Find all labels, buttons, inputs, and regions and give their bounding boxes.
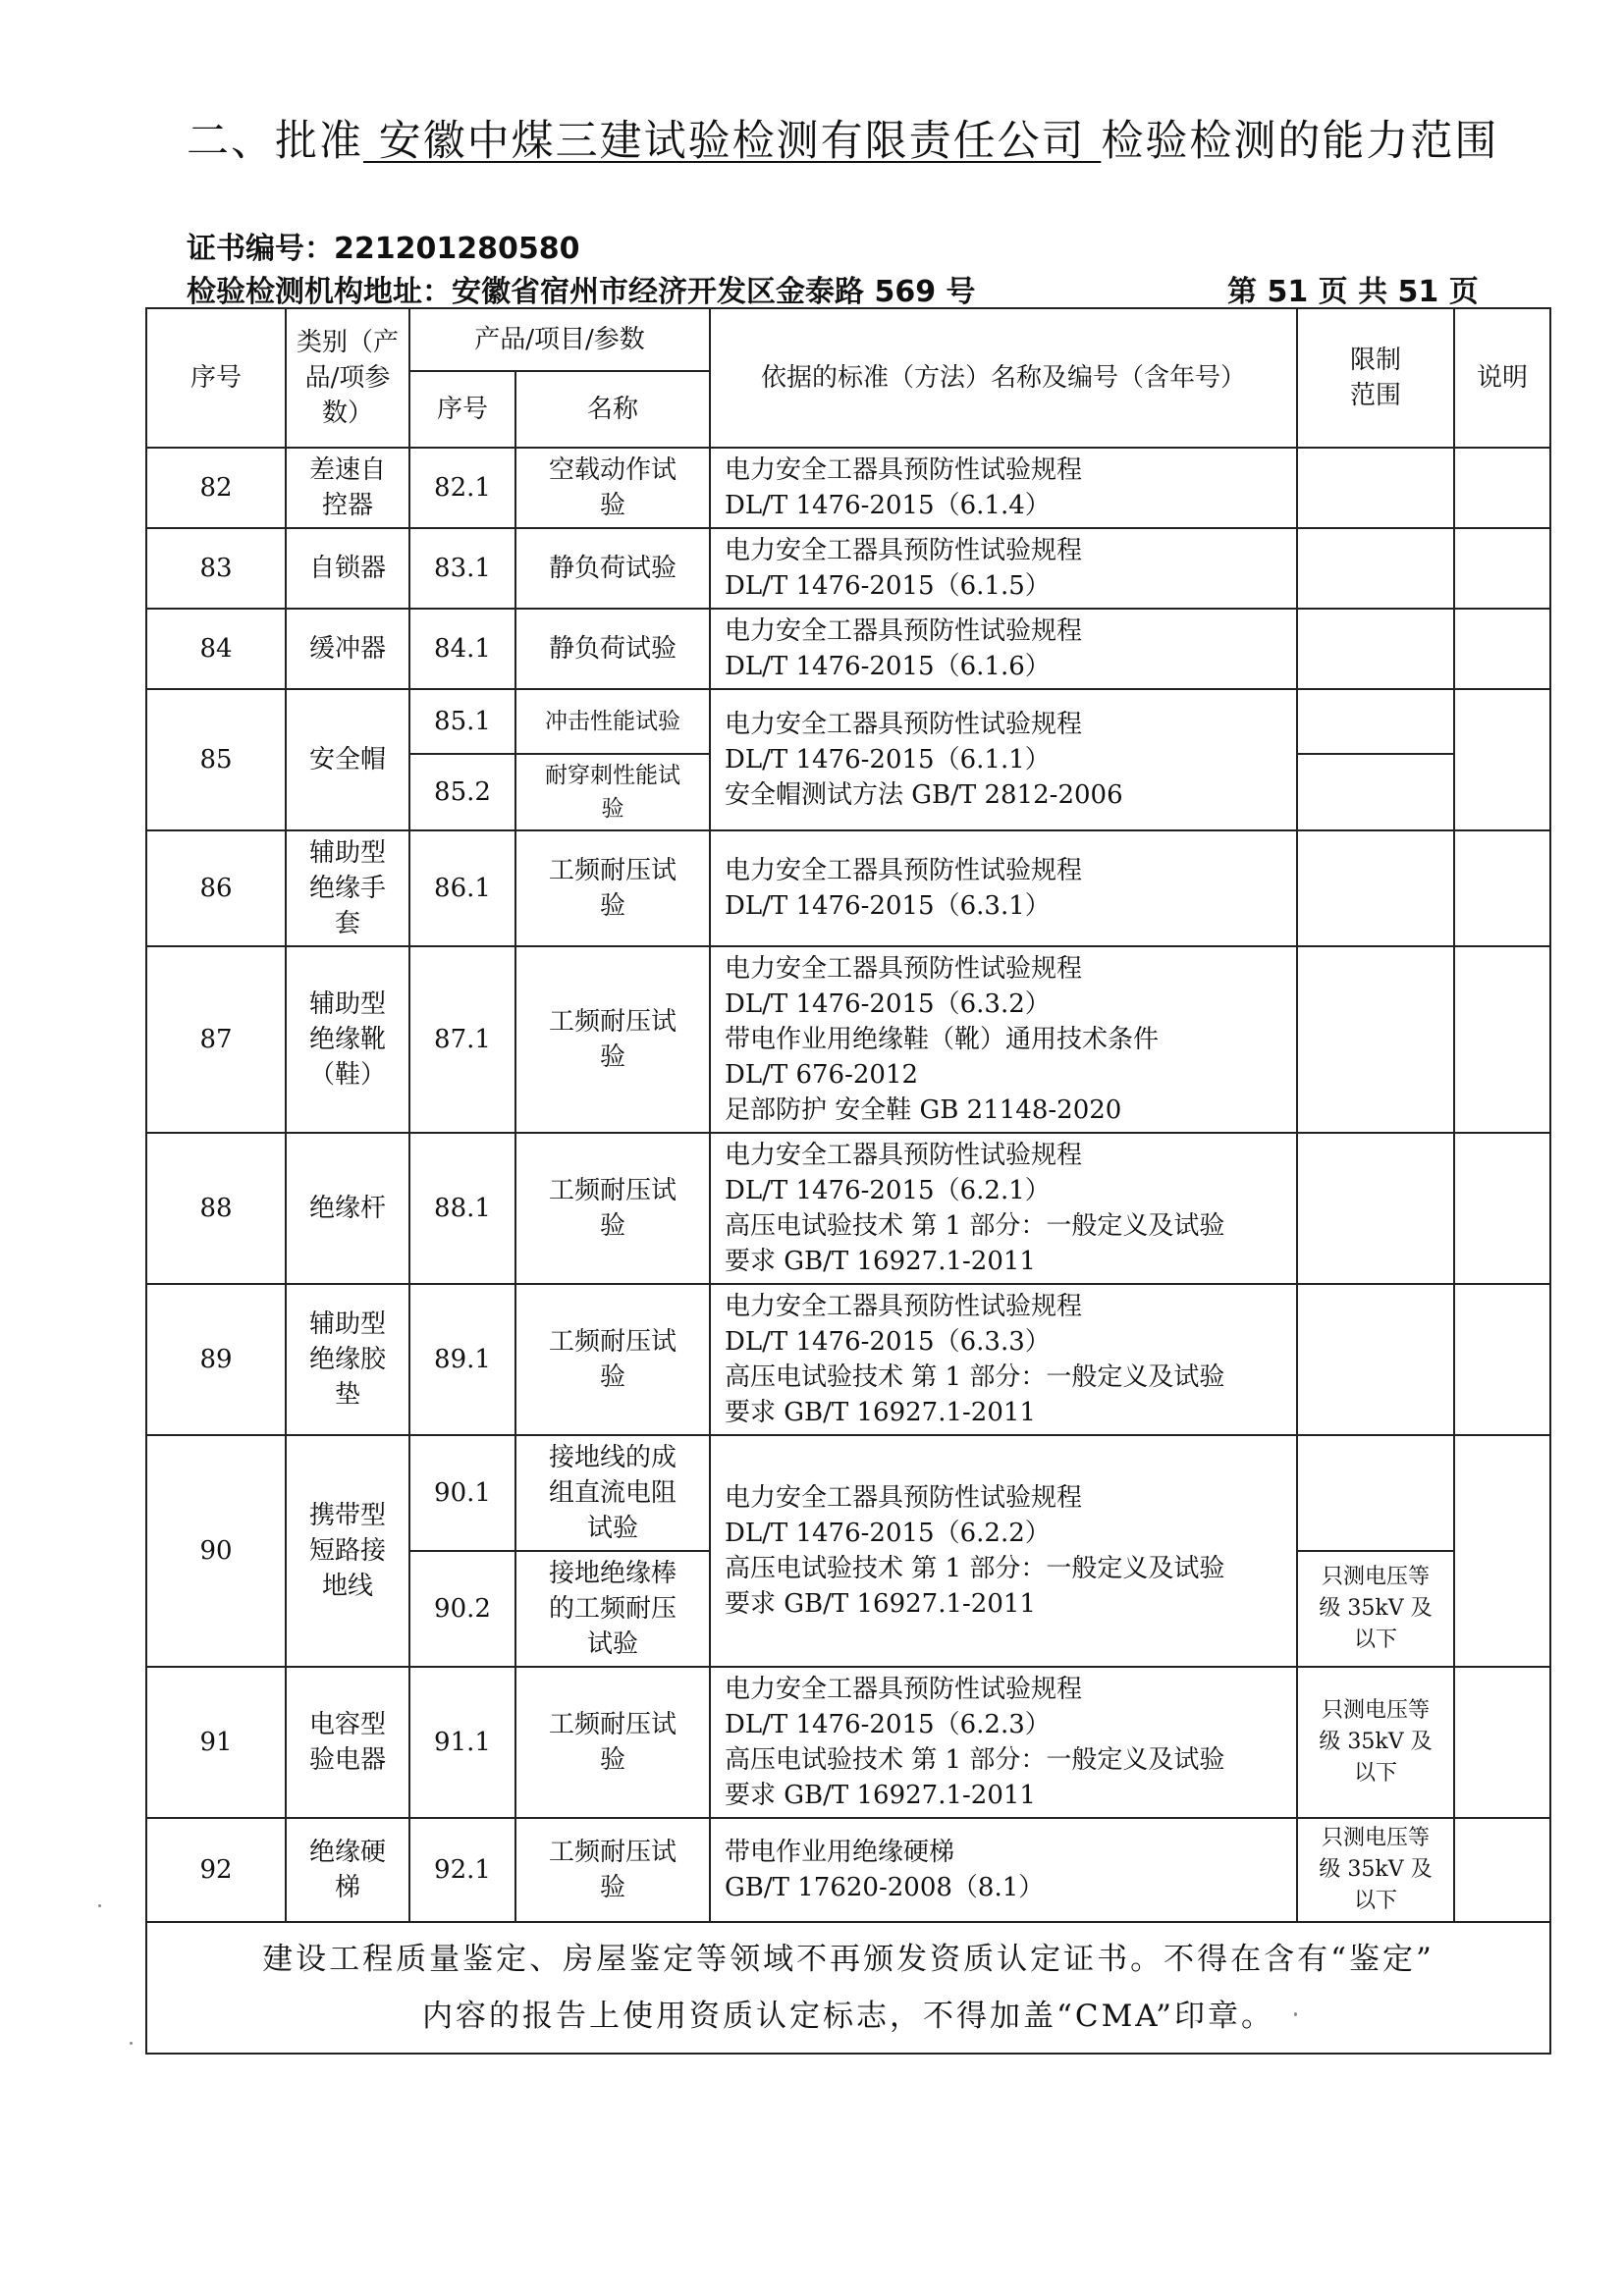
table-cell: 88.1	[409, 1133, 515, 1284]
table-row	[146, 528, 1550, 609]
cell-text-line: 接地绝缘棒	[548, 1559, 677, 1588]
table-cell: 90.2	[409, 1551, 515, 1667]
table-cell: 86.1	[409, 830, 515, 946]
cell-text-line: 足部防护 安全鞋 GB 21148-2020	[725, 1095, 1122, 1125]
table-cell: 90.1	[409, 1435, 515, 1551]
cell-text-line: 电力安全工器具预防性试验规程	[725, 455, 1083, 485]
cell-text-line: 试验	[586, 1514, 638, 1543]
cell-text-line: 电力安全工器具预防性试验规程	[725, 710, 1083, 739]
table-cell: 91	[146, 1667, 286, 1818]
table-cell: 静负荷试验	[515, 528, 710, 609]
cell-text-line: 短路接	[308, 1536, 386, 1566]
table-cell: 84.1	[409, 609, 515, 689]
table-cell	[1297, 609, 1454, 689]
cell-text-line: 绝缘靴	[308, 1025, 386, 1054]
table-cell	[515, 754, 710, 830]
cell-text-line: 数）	[321, 399, 373, 428]
table-cell	[1454, 448, 1550, 528]
cell-text-line: 品/项参	[304, 363, 391, 393]
cell-text-line: DL/T 1476-2015（6.3.1）	[725, 891, 1051, 921]
table-cell	[515, 1818, 710, 1922]
cell-text-line: DL/T 1476-2015（6.1.4）	[725, 491, 1051, 520]
cell-text-line: 验	[599, 1211, 625, 1241]
cell-text-line: 电力安全工器具预防性试验规程	[725, 954, 1083, 984]
cell-text-line: DL/T 676-2012	[725, 1060, 919, 1090]
cell-text-line: 差速自	[308, 455, 386, 485]
cell-text-line: 试验	[586, 1629, 638, 1659]
table-cell	[710, 946, 1297, 1133]
cell-text-line: 工频耐压试	[548, 1327, 677, 1357]
cell-text-line: 内容的报告上使用资质认定标志，不得加盖“CMA”印章。	[422, 1999, 1274, 2034]
certificate-number: 证书编号：221201280580	[187, 232, 580, 266]
table-cell	[710, 1818, 1297, 1922]
title-company: 安徽中煤三建试验检测有限责任公司	[363, 117, 1102, 166]
table-cell: 85.1	[409, 689, 515, 754]
table-cell	[1454, 609, 1550, 689]
scan-speck	[1294, 2012, 1297, 2016]
cell-text-line: 类别（产	[296, 328, 399, 357]
table-cell	[1454, 1133, 1550, 1284]
table-cell	[710, 830, 1297, 946]
cell-text-line: 电力安全工器具预防性试验规程	[725, 1141, 1083, 1170]
cell-text-line: 携带型	[308, 1501, 386, 1530]
cell-text-line: 绝缘胶	[308, 1345, 386, 1374]
cell-text-line: 接地线的成	[548, 1443, 677, 1472]
table-row	[146, 830, 1550, 946]
cell-text-line: 验	[601, 796, 624, 822]
scan-speck	[98, 1904, 101, 1907]
cell-text-line: 绝缘硬	[308, 1838, 386, 1867]
cell-text-line: 以下	[1353, 1889, 1397, 1913]
cell-text-line: 组直流电阻	[548, 1478, 677, 1508]
cell-text-line: DL/T 1476-2015（6.1.1）	[725, 745, 1051, 774]
header-category	[286, 308, 409, 448]
cell-text-line: 以下	[1353, 1761, 1397, 1786]
cell-text-line: 套	[334, 909, 360, 938]
table-cell	[710, 609, 1297, 689]
cell-text-line: DL/T 1476-2015（6.2.3）	[725, 1710, 1051, 1739]
table-cell	[515, 1551, 710, 1667]
table-row	[146, 946, 1550, 1133]
table-cell: 83.1	[409, 528, 515, 609]
cell-text-line: DL/T 1476-2015（6.1.5）	[725, 571, 1051, 601]
cell-text-line: 工频耐压试	[548, 1007, 677, 1037]
cell-text-line: 高压电试验技术 第 1 部分：一般定义及试验	[725, 1554, 1225, 1583]
title-suffix: 检验检测的能力范围	[1101, 117, 1499, 166]
table-cell	[1454, 1818, 1550, 1922]
table-cell: 绝缘杆	[286, 1133, 409, 1284]
cell-text-line: 电力安全工器具预防性试验规程	[725, 536, 1083, 565]
table-cell	[286, 946, 409, 1133]
table-cell: 冲击性能试验	[515, 689, 710, 754]
table-cell: 91.1	[409, 1667, 515, 1818]
cell-text-line: 辅助型	[308, 838, 386, 868]
cell-text-line: GB/T 17620-2008（8.1）	[725, 1873, 1045, 1902]
cell-text-line: 电力安全工器具预防性试验规程	[725, 856, 1083, 885]
cell-text-line: 辅助型	[308, 1309, 386, 1339]
cell-text-line: 高压电试验技术 第 1 部分：一般定义及试验	[725, 1211, 1225, 1241]
table-cell: 83	[146, 528, 286, 609]
table-cell: 89	[146, 1284, 286, 1435]
table-row	[146, 689, 1550, 754]
header-sub-seq: 序号	[409, 371, 515, 448]
table-cell	[286, 1818, 409, 1922]
table-cell	[1297, 1667, 1454, 1818]
table-cell	[515, 1133, 710, 1284]
cell-text-line: 高压电试验技术 第 1 部分：一般定义及试验	[725, 1745, 1225, 1775]
table-cell	[515, 830, 710, 946]
cell-text-line: 验电器	[308, 1745, 386, 1775]
header-seq: 序号	[146, 308, 286, 448]
table-cell	[710, 528, 1297, 609]
cell-text-line: 带电作业用绝缘硬梯	[725, 1838, 955, 1867]
cell-text-line: DL/T 1476-2015（6.3.2）	[725, 989, 1051, 1019]
page-title	[187, 108, 1498, 168]
table-cell: 90	[146, 1435, 286, 1667]
table-cell: 自锁器	[286, 528, 409, 609]
cell-text-line: 安全帽测试方法 GB/T 2812-2006	[725, 780, 1123, 810]
cell-text-line: 验	[599, 491, 625, 520]
table-cell: 安全帽	[286, 689, 409, 830]
table-cell	[1454, 528, 1550, 609]
scan-speck	[130, 2042, 133, 2045]
cell-text-line: 验	[599, 891, 625, 921]
page-info: 第 51 页 共 51 页	[1227, 275, 1479, 309]
table-row	[146, 609, 1550, 689]
cell-text-line: 工频耐压试	[548, 1176, 677, 1205]
table-cell	[1454, 1667, 1550, 1818]
cell-text-line: DL/T 1476-2015（6.1.6）	[725, 652, 1051, 681]
table-cell	[286, 830, 409, 946]
cell-text-line: 梯	[334, 1873, 360, 1902]
table-cell	[1297, 754, 1454, 830]
table-cell	[1297, 1435, 1454, 1551]
header-standard: 依据的标准（方法）名称及编号（含年号）	[710, 308, 1297, 448]
table-cell	[710, 448, 1297, 528]
table-row	[146, 1284, 1550, 1435]
table-row	[146, 448, 1550, 528]
table-cell	[1454, 946, 1550, 1133]
table-cell	[1454, 830, 1550, 946]
table-row	[146, 1818, 1550, 1922]
cell-text-line: 高压电试验技术 第 1 部分：一般定义及试验	[725, 1362, 1225, 1392]
table-cell	[286, 1667, 409, 1818]
cell-text-line: DL/T 1476-2015（6.2.1）	[725, 1176, 1051, 1205]
cell-text-line: DL/T 1476-2015（6.2.2）	[725, 1519, 1051, 1548]
cell-text-line: 验	[599, 1362, 625, 1392]
table-cell	[286, 1435, 409, 1667]
footer-note	[146, 1922, 1550, 2054]
cell-text-line: 空载动作试	[548, 455, 677, 485]
cell-text-line: 只测电压等	[1321, 1826, 1430, 1850]
table-cell: 85.2	[409, 754, 515, 830]
table-cell: 92.1	[409, 1818, 515, 1922]
cell-text-line: 要求 GB/T 16927.1-2011	[725, 1589, 1036, 1619]
title-prefix: 二、批准	[187, 117, 363, 166]
cell-text-line: 耐穿刺性能试	[545, 763, 680, 788]
cell-text-line: 电容型	[308, 1710, 386, 1739]
table-cell	[1454, 1435, 1550, 1667]
table-cell	[1297, 1284, 1454, 1435]
cell-text-line: 只测电压等	[1321, 1698, 1430, 1723]
cell-text-line: 验	[599, 1745, 625, 1775]
table-cell	[710, 1133, 1297, 1284]
cell-text-line: 工频耐压试	[548, 1710, 677, 1739]
cell-text-line: 以下	[1353, 1628, 1397, 1652]
table-cell: 86	[146, 830, 286, 946]
table-cell: 缓冲器	[286, 609, 409, 689]
table-cell	[286, 448, 409, 528]
cell-text-line: 验	[599, 1042, 625, 1072]
table-cell: 82	[146, 448, 286, 528]
cell-text-line: 电力安全工器具预防性试验规程	[725, 1483, 1083, 1513]
cell-text-line: 级 35kV 及	[1319, 1596, 1433, 1621]
table-cell	[1297, 689, 1454, 754]
header-limit	[1297, 308, 1454, 448]
cell-text-line: 限制	[1349, 346, 1401, 375]
table-cell	[1297, 448, 1454, 528]
table-cell: 静负荷试验	[515, 609, 710, 689]
cell-text-line: 范围	[1349, 381, 1401, 410]
cell-text-line: 带电作业用绝缘鞋（靴）通用技术条件	[725, 1025, 1160, 1054]
header-name: 名称	[515, 371, 710, 448]
table-cell	[515, 448, 710, 528]
table-cell: 92	[146, 1818, 286, 1922]
table-cell	[1297, 830, 1454, 946]
cell-text-line: 工频耐压试	[548, 856, 677, 885]
cell-text-line: 要求 GB/T 16927.1-2011	[725, 1781, 1036, 1810]
table-cell	[515, 1435, 710, 1551]
table-cell	[1297, 946, 1454, 1133]
cell-text-line: 电力安全工器具预防性试验规程	[725, 1292, 1083, 1321]
table-cell: 89.1	[409, 1284, 515, 1435]
header-product: 产品/项目/参数	[409, 308, 710, 371]
footer-note-row	[146, 1922, 1550, 2054]
table-cell	[515, 1284, 710, 1435]
table-cell	[286, 1284, 409, 1435]
table-cell: 82.1	[409, 448, 515, 528]
table-row	[146, 1667, 1550, 1818]
cell-text-line: 电力安全工器具预防性试验规程	[725, 616, 1083, 646]
table-cell	[1297, 1818, 1454, 1922]
institution-address: 检验检测机构地址：安徽省宿州市经济开发区金泰路 569 号	[187, 275, 976, 309]
capability-table	[145, 307, 1551, 2055]
table-cell: 84	[146, 609, 286, 689]
table-row	[146, 1133, 1550, 1284]
cell-text-line: 垫	[334, 1380, 360, 1410]
cell-text-line: 辅助型	[308, 989, 386, 1019]
table-row	[146, 1435, 1550, 1551]
cell-text-line: 要求 GB/T 16927.1-2011	[725, 1247, 1036, 1276]
table-cell	[515, 1667, 710, 1818]
header-remark: 说明	[1454, 308, 1550, 448]
cell-text-line: 电力安全工器具预防性试验规程	[725, 1675, 1083, 1704]
table-cell	[1454, 1284, 1550, 1435]
cell-text-line: 验	[599, 1873, 625, 1902]
cell-text-line: 级 35kV 及	[1319, 1730, 1433, 1754]
table-cell	[1297, 1133, 1454, 1284]
table-cell	[710, 689, 1297, 830]
cell-text-line: 的工频耐压	[548, 1594, 677, 1624]
cell-text-line: 只测电压等	[1321, 1565, 1430, 1589]
cell-text-line: 绝缘手	[308, 874, 386, 903]
cell-text-line: 控器	[321, 491, 373, 520]
cell-text-line: 级 35kV 及	[1319, 1857, 1433, 1882]
table-cell: 88	[146, 1133, 286, 1284]
table-cell: 87.1	[409, 946, 515, 1133]
cell-text-line: 建设工程质量鉴定、房屋鉴定等领域不再颁发资质认定证书。不得在含有“鉴定”	[262, 1942, 1435, 1977]
cell-text-line: 工频耐压试	[548, 1838, 677, 1867]
table-cell	[1297, 1551, 1454, 1667]
cell-text-line: 地线	[321, 1572, 373, 1601]
table-cell	[710, 1284, 1297, 1435]
cell-text-line: 要求 GB/T 16927.1-2011	[725, 1398, 1036, 1427]
table-cell: 87	[146, 946, 286, 1133]
table-cell	[710, 1667, 1297, 1818]
cell-text-line: DL/T 1476-2015（6.3.3）	[725, 1327, 1051, 1357]
table-cell	[515, 946, 710, 1133]
table-cell	[1297, 528, 1454, 609]
table-cell	[1454, 689, 1550, 830]
table-cell	[710, 1435, 1297, 1667]
table-cell: 85	[146, 689, 286, 830]
cell-text-line: （鞋）	[308, 1060, 386, 1090]
